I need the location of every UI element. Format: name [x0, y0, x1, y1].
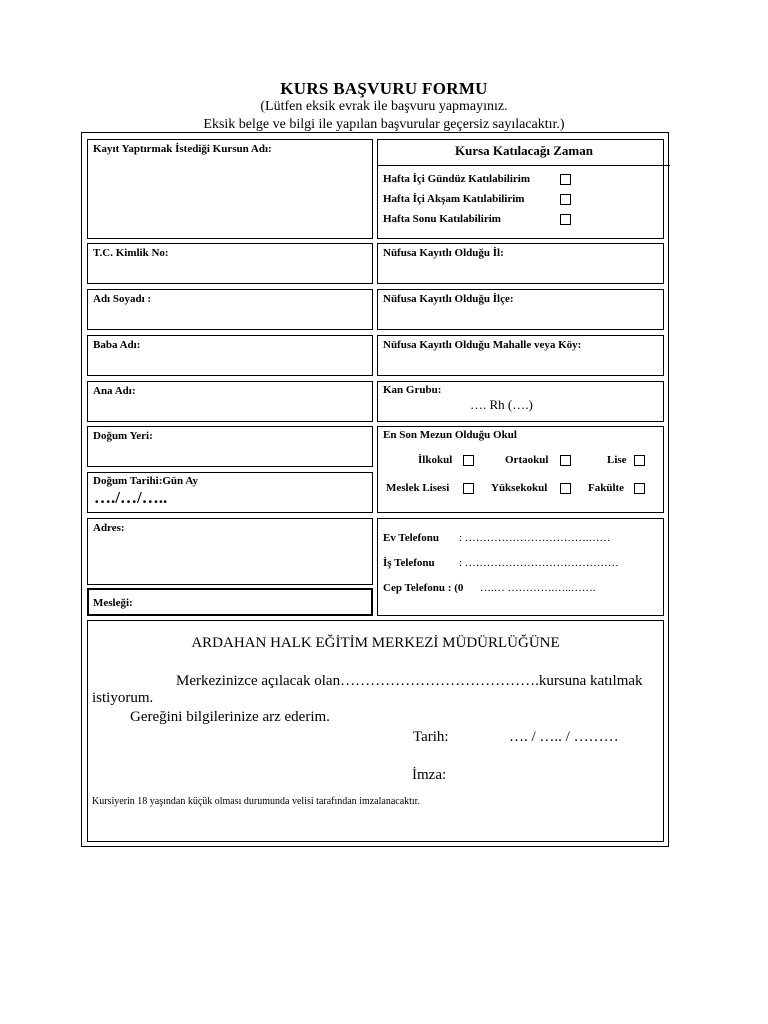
profession-field[interactable] [87, 588, 373, 616]
blood-group-label: Kan Grubu: [383, 384, 442, 396]
date-value[interactable]: …. / ….. / ……… [509, 729, 619, 745]
home-phone-label: Ev Telefonu [383, 532, 439, 544]
petition-line1: Merkezinizce açılacak olan………………………………….kursuna katılmak [176, 673, 643, 689]
work-phone-value[interactable]: : …………………………………… [459, 557, 619, 569]
neighborhood-label: Nüfusa Kayıtlı Olduğu Mahalle veya Köy: [383, 339, 582, 351]
schedule-option-weekday-day: Hafta İçi Gündüz Katılabilirim [383, 173, 530, 185]
district-field[interactable] [377, 289, 664, 330]
form-subtitle-line2: Eksik belge ve bilgi ile yapılan başvurular geçersiz sayılacaktır.) [203, 117, 565, 132]
tc-no-label: T.C. Kimlik No: [93, 247, 169, 259]
middle-school-checkbox[interactable] [560, 455, 571, 466]
work-phone-label: İş Telefonu [383, 557, 435, 569]
blood-group-value: …. Rh (….) [470, 397, 533, 412]
petition-line2: istiyorum. [92, 690, 154, 706]
name-field[interactable] [87, 289, 373, 330]
petition-box [87, 620, 664, 842]
neighborhood-field[interactable] [377, 335, 664, 376]
province-field[interactable] [377, 243, 664, 284]
education-faculty-label: Fakülte [588, 482, 625, 494]
education-vocational-label: Meslek Lisesi [386, 482, 450, 494]
name-label: Adı Soyadı : [93, 293, 152, 305]
tc-no-field[interactable] [87, 243, 373, 284]
primary-school-checkbox[interactable] [463, 455, 474, 466]
high-school-checkbox[interactable] [634, 455, 645, 466]
profession-label: Mesleği: [93, 597, 133, 609]
petition-line3: Gereğini bilgilerinize arz ederim. [130, 709, 330, 725]
schedule-header [378, 140, 670, 166]
birth-date-field[interactable] [87, 472, 373, 513]
date-label: Tarih: [413, 729, 449, 745]
address-field[interactable] [87, 518, 373, 585]
blood-group-field[interactable] [377, 381, 664, 422]
mobile-phone-value[interactable]: ….… ………….…..……. [480, 582, 596, 594]
address-label: Adres: [93, 522, 125, 534]
form-title: KURS BAŞVURU FORMU [280, 79, 488, 98]
birth-place-field[interactable] [87, 426, 373, 467]
phones-box [377, 518, 664, 616]
mother-name-label: Ana Adı: [93, 385, 136, 397]
home-phone-value[interactable]: : …………………………….…… [459, 532, 611, 544]
course-name-label: Kayıt Yaptırmak İstediği Kursun Adı: [93, 143, 272, 155]
birth-place-label: Doğum Yeri: [93, 430, 153, 442]
form-subtitle-line1: (Lütfen eksik evrak ile başvuru yapmayınız. [260, 99, 508, 114]
education-box [377, 426, 664, 513]
schedule-heading: Kursa Katılacağı Zaman [455, 143, 593, 158]
district-label: Nüfusa Kayıtlı Olduğu İlçe: [383, 293, 514, 305]
education-primary-label: İlkokul [418, 454, 453, 466]
mother-name-field[interactable] [87, 381, 373, 422]
faculty-checkbox[interactable] [634, 483, 645, 494]
college-checkbox[interactable] [560, 483, 571, 494]
education-heading: En Son Mezun Olduğu Okul [383, 429, 517, 441]
schedule-option-weekend: Hafta Sonu Katılabilirim [383, 213, 501, 225]
father-name-label: Baba Adı: [93, 339, 141, 351]
vocational-school-checkbox[interactable] [463, 483, 474, 494]
petition-heading: ARDAHAN HALK EĞİTİM MERKEZİ MÜDÜRLÜĞÜNE [191, 635, 560, 651]
education-middle-label: Ortaokul [505, 454, 549, 466]
schedule-box [377, 139, 664, 239]
weekday-day-checkbox[interactable] [560, 174, 571, 185]
father-name-field[interactable] [87, 335, 373, 376]
weekend-checkbox[interactable] [560, 214, 571, 225]
province-label: Nüfusa Kayıtlı Olduğu İl: [383, 247, 504, 259]
petition-note: Kursiyerin 18 yaşından küçük olması durumunda velisi tarafından imzalanacaktır. [92, 796, 420, 807]
birth-date-value: …./…/….. [94, 488, 168, 507]
mobile-phone-label: Cep Telefonu : (0 [383, 582, 464, 594]
signature-label: İmza: [412, 767, 447, 783]
birth-date-label: Doğum Tarihi:Gün Ay [93, 475, 198, 487]
course-name-field[interactable] [87, 139, 373, 239]
weekday-evening-checkbox[interactable] [560, 194, 571, 205]
education-college-label: Yüksekokul [491, 482, 548, 494]
education-high-label: Lise [607, 454, 627, 466]
schedule-option-weekday-evening: Hafta İçi Akşam Katılabilirim [383, 193, 525, 205]
